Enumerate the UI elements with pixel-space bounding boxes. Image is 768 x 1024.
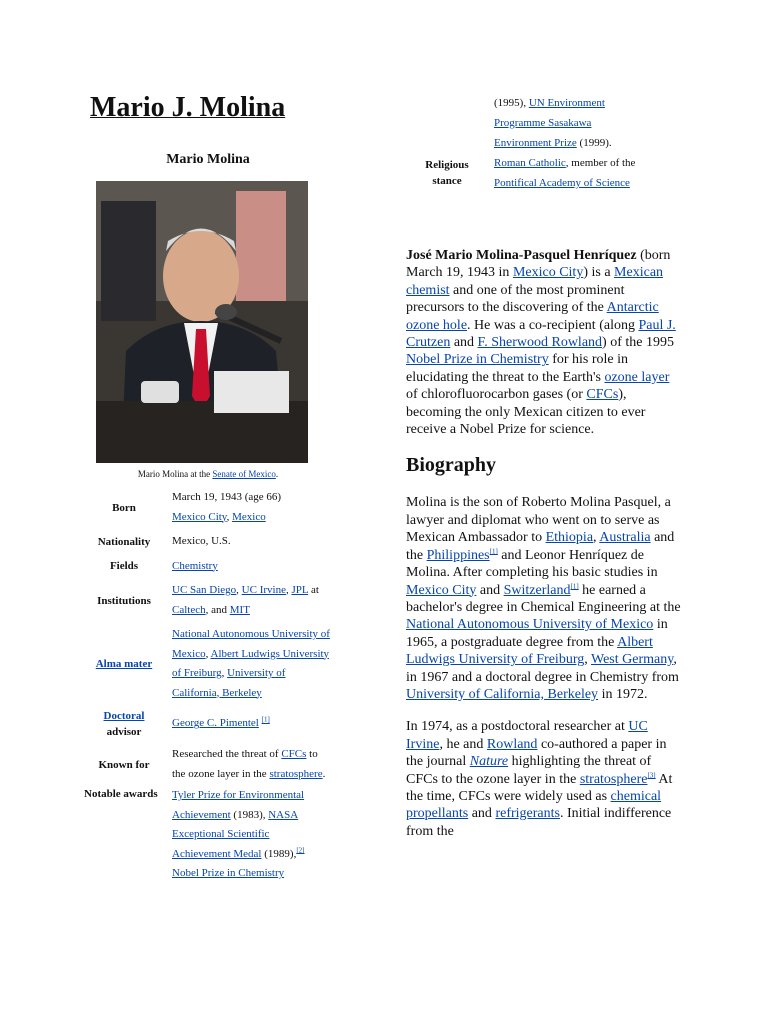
reference-link[interactable]: [2]	[296, 845, 305, 854]
chemist-link[interactable]: chemist	[406, 282, 450, 298]
intro-text: ), becoming the only Mexican citizen to ever receive a Nobel Prize for science.	[406, 387, 646, 438]
born-date: March 19, 1943 (age 66)	[172, 491, 282, 503]
infobox-caption: Mario Molina	[166, 152, 250, 167]
institutions-row	[82, 577, 334, 624]
biography-paragraph-2	[406, 718, 682, 840]
bio-text: and the	[406, 530, 675, 563]
known-text: .	[322, 767, 326, 780]
pimentel-link[interactable]: George C. Pimentel	[172, 717, 259, 730]
bio-text: and	[468, 806, 496, 822]
sasakawa-prize-link[interactable]: UN Environment Programme Sasakawa Environment Prize	[494, 97, 605, 149]
unam-link[interactable]: National Autonomous University of Mexico	[406, 617, 654, 633]
ozone-layer-link[interactable]: ozone layer	[604, 369, 670, 385]
rowland-link[interactable]: F. Sherwood Rowland	[477, 335, 603, 351]
fields-row	[82, 556, 334, 578]
article-body	[406, 247, 682, 855]
born-country-link[interactable]: Mexico	[232, 510, 266, 523]
ethiopia-link[interactable]: Ethiopia	[545, 530, 594, 546]
bio-text: in 1965, a postgraduate degree from the	[406, 617, 668, 650]
institutions-label: Institutions	[97, 594, 151, 607]
born-sep: ,	[226, 510, 233, 523]
portrait-photo	[96, 181, 308, 463]
bio-text: ,	[593, 530, 600, 546]
roman-catholic-link[interactable]: Roman Catholic	[494, 157, 566, 169]
intro-text: . He was a co-recipient (along	[467, 317, 639, 333]
award-year: (1995),	[494, 97, 529, 109]
biography-heading: Biography	[406, 454, 497, 477]
tyler-prize-link[interactable]: Tyler Prize for Environmental Achievement	[172, 789, 305, 821]
inst-at: at	[308, 584, 319, 596]
bio-text: and Leonor Henríquez de Molina. After completing his basic studies in	[406, 547, 658, 581]
senate-of-mexico-link[interactable]: Senate of Mexico	[212, 469, 276, 479]
refrigerants-link[interactable]: refrigerants	[495, 806, 560, 822]
west-germany-link[interactable]: West Germany	[590, 652, 674, 668]
intro-text: for his role in elucidating the threat to the Earth's	[406, 352, 629, 385]
alma-mater-row	[82, 624, 334, 704]
known-for-label: Known for	[98, 758, 150, 771]
alma-mater-value	[166, 624, 334, 704]
religion-label: Religious stance	[425, 159, 469, 187]
nationality-value: Mexico, U.S.	[172, 535, 231, 547]
infobox	[82, 148, 334, 885]
nationality-label: Nationality	[97, 535, 151, 548]
uc-san-diego-link[interactable]: UC San Diego	[172, 584, 237, 596]
alma-sep: ,	[221, 667, 228, 679]
bio-text: . Initial indifference from the	[406, 806, 672, 839]
reference-link[interactable]: [1]	[489, 547, 498, 556]
cfcs-link[interactable]: CFCs	[586, 387, 619, 403]
known-for-value	[166, 744, 334, 785]
award-year: (1999).	[576, 137, 612, 149]
philippines-link[interactable]: Philippines	[426, 547, 490, 563]
switzerland-link[interactable]: Switzerland	[503, 582, 571, 598]
stratosphere-link[interactable]: stratosphere	[269, 767, 323, 780]
nasa-medal-link[interactable]: NASA Exceptional Scientific Achievement Medal	[172, 808, 299, 860]
award-year: (1989),	[261, 847, 297, 860]
photo-caption-end: .	[275, 469, 279, 479]
nationality-row	[82, 528, 334, 556]
mexico-city-link[interactable]: Mexico City	[512, 265, 584, 281]
advisor-text: advisor	[106, 726, 142, 738]
institutions-value	[166, 577, 334, 624]
inst-and: , and	[205, 603, 230, 616]
biography-paragraph-1	[406, 494, 682, 703]
fields-label: Fields	[109, 560, 139, 573]
mexico-city-link[interactable]: Mexico City	[406, 582, 477, 598]
bio-text: At the time, CFCs were widely used as	[406, 771, 673, 804]
bio-text: , in 1967 and a doctoral degree in Chemistry from	[406, 652, 679, 685]
intro-text: ) is a	[583, 265, 615, 281]
reference-link[interactable]: [3]	[647, 770, 656, 779]
intro-text: ) of the 1995	[602, 335, 674, 351]
infobox-table	[82, 487, 334, 885]
nobel-chemistry-link[interactable]: Nobel Prize in Chemistry	[406, 352, 549, 368]
awards-label-continued	[406, 93, 488, 153]
freiburg-link[interactable]: Albert Ludwigs University of Freiburg	[406, 634, 653, 668]
alma-sep: ,	[205, 647, 211, 660]
reference-link[interactable]: [1]	[261, 715, 270, 724]
nobel-prize-link[interactable]: Nobel Prize in Chemistry	[172, 867, 285, 879]
inst-sep: ,	[285, 584, 289, 596]
infobox-continued	[406, 93, 646, 193]
uc-irvine-link[interactable]: UC Irvine	[241, 584, 286, 596]
intro-paragraph	[406, 247, 682, 438]
bio-text: Molina is the son of Roberto Molina Pasquel, a lawyer and diplomat who went on to serve as Mexican Ambassador to	[406, 495, 671, 546]
award-year: (1983),	[230, 808, 269, 821]
bio-text: in 1972.	[598, 686, 648, 702]
mexican-link[interactable]: Mexican	[614, 265, 664, 281]
religion-text: , member of the	[565, 157, 636, 169]
full-name: José Mario Molina-Pasquel Henríquez	[406, 248, 637, 263]
reference-link[interactable]: [1]	[570, 581, 579, 590]
unam-link[interactable]: National Autonomous University of Mexico	[172, 628, 330, 660]
doctoral-advisor-label	[82, 704, 166, 744]
awards-value-continued	[488, 93, 646, 153]
nature-journal-link[interactable]: Nature	[469, 754, 509, 770]
doctoral-advisor-row	[82, 704, 334, 744]
awards-label: Notable awards	[84, 788, 158, 800]
inst-sep: ,	[236, 584, 242, 596]
bio-text: he earned a bachelor's degree in Chemical Engineering at the	[406, 582, 681, 615]
stratosphere-link[interactable]: stratosphere	[579, 771, 648, 787]
crutzen-link[interactable]: Paul J. Crutzen	[406, 317, 676, 351]
awards-row-continued	[406, 93, 646, 153]
born-row	[82, 487, 334, 528]
freiburg-link[interactable]: Albert Ludwigs University of Freiburg	[172, 647, 330, 679]
caltech-link[interactable]: Caltech	[172, 603, 206, 616]
berkeley-link[interactable]: University of California, Berkeley	[406, 686, 599, 702]
intro-text: (born March 19, 1943 in	[406, 248, 671, 281]
propellants-link[interactable]: propellants	[406, 806, 469, 822]
uc-irvine-link[interactable]: UC Irvine	[406, 719, 648, 752]
known-for-row	[82, 744, 334, 785]
photo-caption	[82, 467, 334, 481]
fields-value	[166, 556, 334, 578]
mit-link[interactable]: MIT	[229, 603, 250, 616]
bio-text: co-authored a paper in the journal	[406, 736, 667, 770]
alma-mater-label[interactable]	[82, 624, 166, 704]
awards-row	[82, 785, 334, 885]
pontifical-academy-link[interactable]: Pontifical Academy of Science	[494, 177, 630, 189]
born-label: Born	[112, 501, 136, 514]
doctoral-advisor-value	[166, 704, 334, 744]
infobox-table-continued	[406, 93, 646, 193]
cfcs-link[interactable]: CFCs	[281, 748, 307, 760]
doctoral-link[interactable]: Doctoral	[103, 710, 145, 722]
intro-text: and	[450, 335, 478, 351]
rowland-link[interactable]: Rowland	[486, 736, 538, 752]
jpl-link[interactable]: JPL	[291, 584, 309, 596]
bio-text: highlighting the threat of CFCs to the ozone layer in the	[406, 754, 652, 787]
photo-caption-text: Mario Molina at the	[137, 469, 213, 479]
religion-value	[488, 153, 646, 193]
awards-value	[166, 785, 334, 885]
known-text: to the ozone layer in the	[172, 748, 318, 780]
intro-text: and one of the most prominent precursors to the discovering of the	[406, 282, 625, 316]
bio-text: In 1974, as a postdoctoral researcher at	[406, 719, 629, 735]
known-text: Researched the threat of	[172, 748, 282, 760]
antarctic-ozone-hole-link[interactable]: Antarctic ozone hole	[406, 300, 659, 333]
born-value	[166, 487, 334, 528]
australia-link[interactable]: Australia	[599, 530, 651, 546]
page-title: Mario J. Molina	[90, 92, 286, 123]
bio-text: ,	[584, 652, 591, 668]
chemical-link[interactable]: chemical	[610, 788, 662, 804]
intro-text: of chlorofluorocarbon gases (or	[406, 387, 587, 403]
chemistry-link[interactable]: Chemistry	[172, 559, 218, 572]
religion-row	[406, 153, 646, 193]
berkeley-link[interactable]: University of California, Berkeley	[172, 667, 286, 699]
born-city-link[interactable]: Mexico City	[172, 510, 227, 523]
alma-mater-link[interactable]: Alma mater	[95, 658, 153, 670]
bio-text: , he and	[439, 736, 487, 752]
bio-text: and	[476, 582, 504, 598]
